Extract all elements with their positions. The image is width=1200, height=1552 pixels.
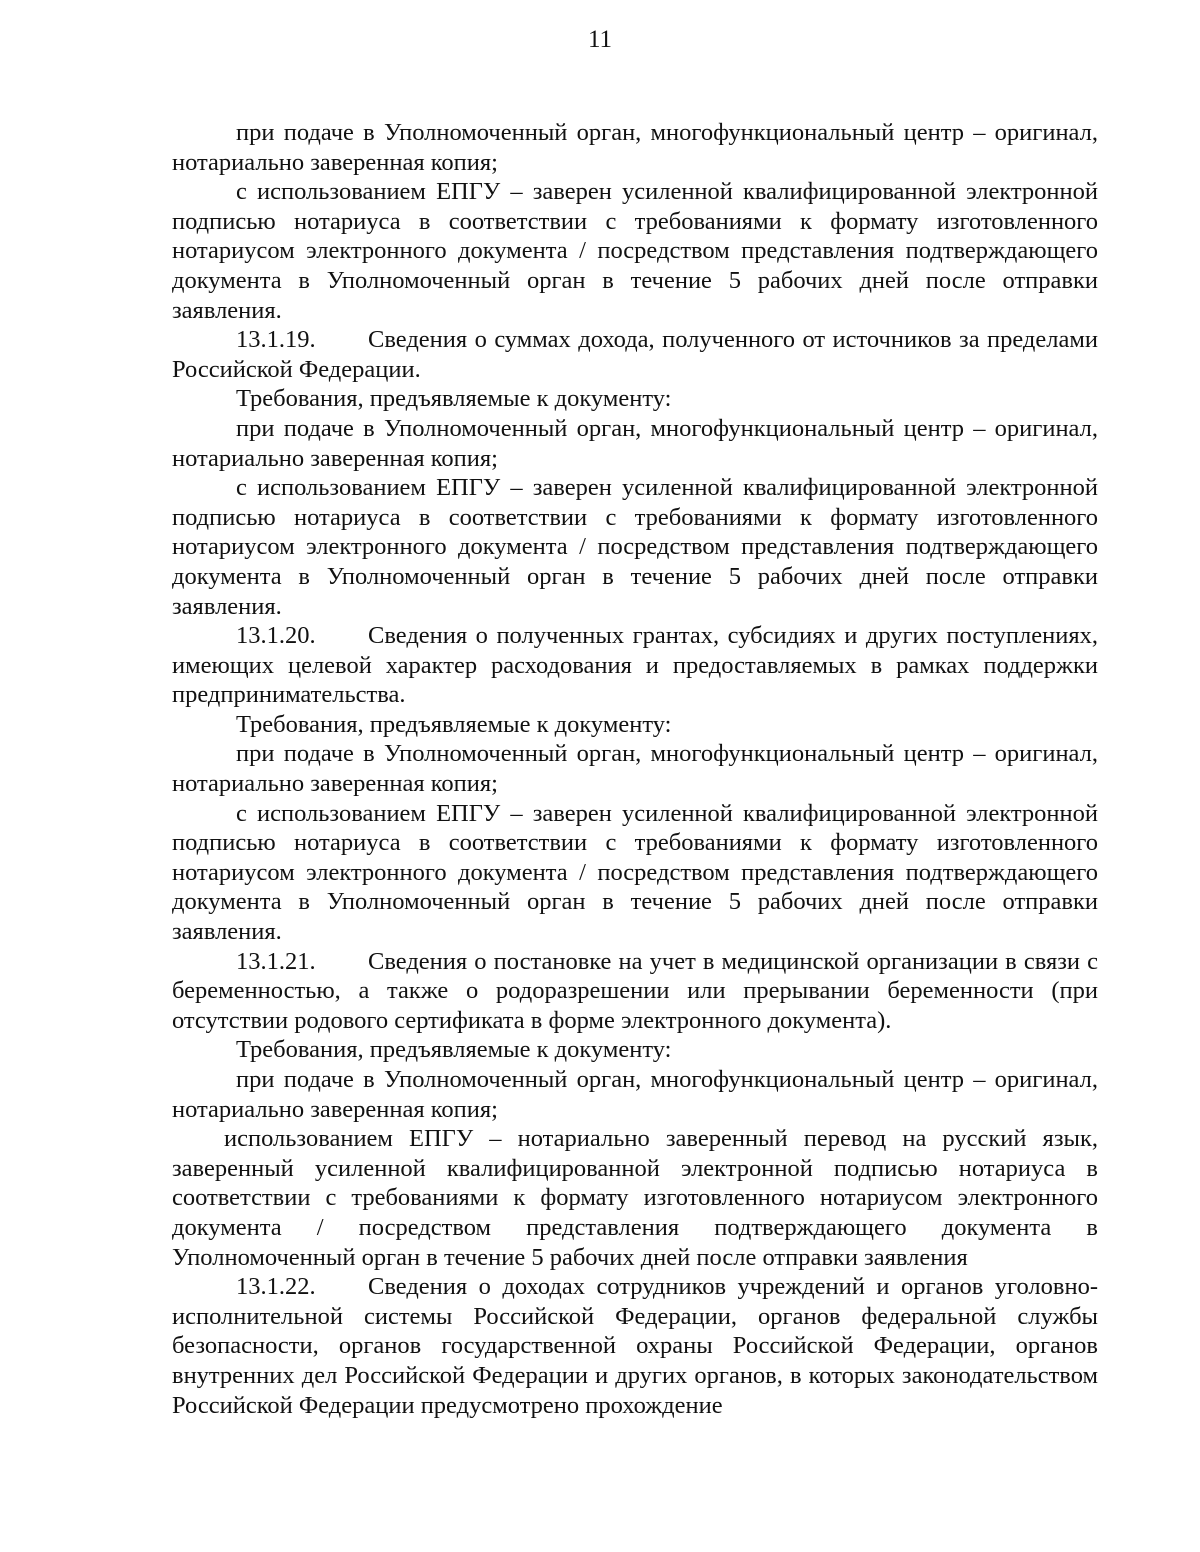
paragraph-text: при подаче в Уполномоченный орган, многофункциональный центр – оригинал, нотариально заверенная копия;	[172, 1066, 1098, 1123]
paragraph-text: использованием ЕПГУ – нотариально заверенный перевод на русский язык, заверенный усиленной квалифицированной электронной подписью нотариуса в соответствии с требованиями к формату изготовленного нотариусом электронного документа / посредством представления подтверждающего документа в Уполномоченный орган в течение 5 рабочих дней после отправки заявления	[172, 1125, 1098, 1271]
paragraph	[172, 1124, 1098, 1272]
paragraph-text: при подаче в Уполномоченный орган, многофункциональный центр – оригинал, нотариально заверенная копия;	[172, 414, 1098, 472]
paragraph	[172, 414, 1098, 473]
paragraph	[172, 384, 1098, 414]
numbered-item	[172, 325, 1098, 384]
item-number: 13.1.21.	[236, 947, 316, 975]
item-number: 13.1.20.	[236, 622, 316, 650]
paragraph-text: Сведения о суммах дохода, полученного от источников за пределами Российской Федерации.	[172, 326, 1098, 383]
paragraph	[172, 1035, 1098, 1065]
item-number: 13.1.22.	[236, 1273, 316, 1301]
paragraph-text: Требования, предъявляемые к документу:	[236, 710, 672, 738]
paragraph-text: при подаче в Уполномоченный орган, многофункциональный центр – оригинал, нотариально заверенная копия;	[172, 119, 1098, 176]
paragraph	[172, 177, 1098, 325]
document-body	[172, 118, 1098, 1420]
paragraph	[172, 1065, 1098, 1124]
paragraph-text: Сведения о постановке на учет в медицинской организации в связи с беременностью, а также о родоразрешении или прерывании беременности (при отсутствии родового сертификата в форме электронного документа).	[172, 947, 1098, 1034]
paragraph-text: с использованием ЕПГУ – заверен усиленной квалифицированной электронной подписью нотариуса в соответствии с требованиями к формату изготовленного нотариусом электронного документа / посредством представления подтверждающего документа в Уполномоченный орган в течение 5 рабочих дней после отправки заявления.	[172, 474, 1098, 620]
numbered-item	[172, 621, 1098, 710]
paragraph-text: Требования, предъявляемые к документу:	[236, 385, 672, 413]
paragraph	[172, 739, 1098, 798]
paragraph	[172, 473, 1098, 621]
paragraph	[172, 799, 1098, 947]
paragraph-text: при подаче в Уполномоченный орган, многофункциональный центр – оригинал, нотариально заверенная копия;	[172, 740, 1098, 798]
paragraph	[172, 710, 1098, 740]
page-number: 11	[587, 26, 613, 53]
numbered-item	[172, 947, 1098, 1036]
paragraph	[172, 118, 1098, 177]
numbered-item	[172, 1272, 1098, 1420]
paragraph-text: с использованием ЕПГУ – заверен усиленной квалифицированной электронной подписью нотариуса в соответствии с требованиями к формату изготовленного нотариусом электронного документа / посредством представления подтверждающего документа в Уполномоченный орган в течение 5 рабочих дней после отправки заявления.	[172, 799, 1098, 946]
paragraph-text: Требования, предъявляемые к документу:	[236, 1036, 672, 1064]
paragraph-text: Сведения о полученных грантах, субсидиях и других поступлениях, имеющих целевой характер расходования и предоставляемых в рамках поддержки предпринимательства.	[172, 622, 1098, 709]
paragraph-text: с использованием ЕПГУ – заверен усиленной квалифицированной электронной подписью нотариуса в соответствии с требованиями к формату изготовленного нотариусом электронного документа / посредством представления подтверждающего документа в Уполномоченный орган в течение 5 рабочих дней после отправки заявления.	[172, 178, 1098, 324]
paragraph-text: Сведения о доходах сотрудников учреждений и органов уголовно-исполнительной системы Российской Федерации, органов федеральной службы безопасности, органов государственной охраны Российской Федерации, органов внутренних дел Российской Федерации и других органов, в которых законодательством Российской Федерации предусмотрено прохождение	[172, 1273, 1098, 1419]
item-number: 13.1.19.	[236, 326, 316, 354]
